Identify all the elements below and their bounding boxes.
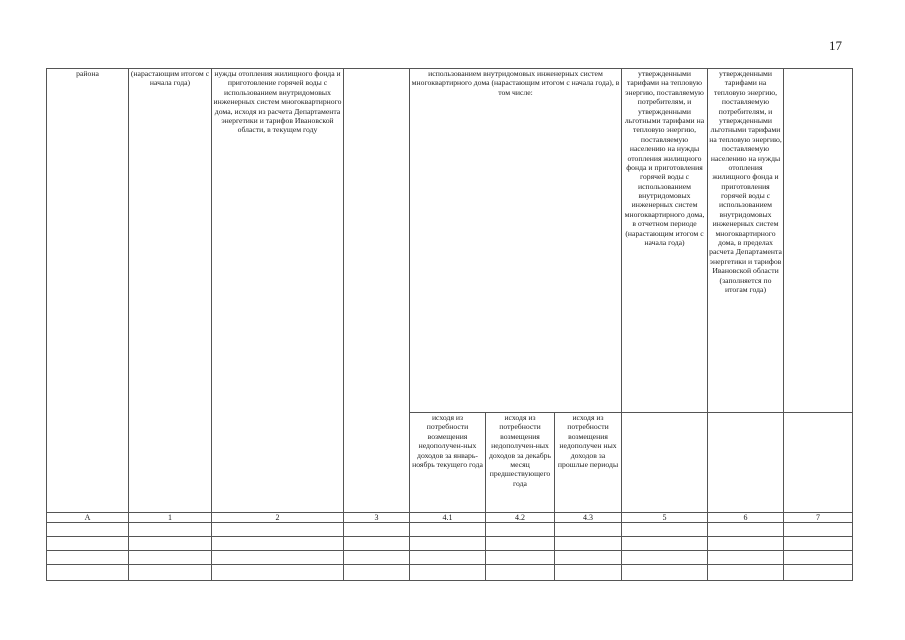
sub-header-cell-6 <box>708 413 784 513</box>
table-cell <box>622 523 708 537</box>
header-row <box>47 69 853 413</box>
table-cell <box>555 551 622 565</box>
table-cell <box>410 551 486 565</box>
table-cell <box>622 537 708 551</box>
column-number: 7 <box>784 513 853 523</box>
table-cell <box>47 523 129 537</box>
table-cell <box>344 537 410 551</box>
table-cell <box>344 523 410 537</box>
header-cell-6: утвержденными тарифами на тепловую энергию, поставляемую потребителям, и утвержденными льготными тарифами на тепловую энергию, поставляемую населению на нужды отопления жилищного фонда и приготовления горячей воды с использованием внутридомовых инженерных систем многоквартирного дома, в пределах расчета Департамента энергетики и тарифов Ивановской области (заполняется по итогам года) <box>708 69 784 413</box>
table-cell <box>486 551 555 565</box>
table-cell <box>410 565 486 581</box>
table-cell <box>212 523 344 537</box>
table-cell <box>47 565 129 581</box>
column-number: 6 <box>708 513 784 523</box>
column-number: 4.2 <box>486 513 555 523</box>
table-cell <box>784 537 853 551</box>
table-cell <box>555 523 622 537</box>
header-cell-2: нужды отопления жилищного фонда и приготовление горячей воды с использованием внутридомовых инженерных систем многоквартирного дома, исходя из расчета Департамента энергетики и тарифов Ивановской области, в текущем году <box>212 69 344 513</box>
column-number-row <box>47 513 853 523</box>
header-cell-a: района <box>47 69 129 513</box>
table-cell <box>708 537 784 551</box>
column-number: 2 <box>212 513 344 523</box>
table-cell <box>486 537 555 551</box>
page-number: 17 <box>829 38 842 53</box>
column-number: 5 <box>622 513 708 523</box>
table-cell <box>212 551 344 565</box>
table-cell <box>344 551 410 565</box>
sub-header-cell-7 <box>784 413 853 513</box>
table-cell <box>555 537 622 551</box>
table-cell <box>129 523 212 537</box>
table-cell <box>129 551 212 565</box>
table-row <box>47 537 853 551</box>
table-cell <box>344 565 410 581</box>
table-row <box>47 523 853 537</box>
table-cell <box>129 537 212 551</box>
report-table <box>46 68 853 581</box>
header-cell-4: использованием внутридомовых инженерных систем многоквартирного дома (нарастающим итогом с начала года), в том числе: <box>410 69 622 413</box>
column-number: 4.3 <box>555 513 622 523</box>
header-cell-5: утвержденными тарифами на тепловую энергию, поставляемую потребителям, и утвержденными льготными тарифами на тепловую энергию, поставляемую населению на нужды отопления жилищного фонда и приготовления горячей воды с использованием внутридомовых инженерных систем многоквартирного дома, в отчетном периоде (нарастающим итогом с начала года) <box>622 69 708 413</box>
table-cell <box>708 551 784 565</box>
column-number: 4.1 <box>410 513 486 523</box>
table-cell <box>486 523 555 537</box>
table-cell <box>784 551 853 565</box>
table-cell <box>784 523 853 537</box>
table-cell <box>708 523 784 537</box>
table-cell <box>47 537 129 551</box>
table-cell <box>212 565 344 581</box>
sub-header-cell-5 <box>622 413 708 513</box>
table-cell <box>555 565 622 581</box>
table-cell <box>47 551 129 565</box>
header-cell-1: (нарастающим итогом с начала года) <box>129 69 212 513</box>
table-cell <box>410 537 486 551</box>
table-row <box>47 565 853 581</box>
sub-header-cell-4-3: исходя из потребности возмещения недополучен ных доходов за прошлые периоды <box>555 413 622 513</box>
table-cell <box>486 565 555 581</box>
table-cell <box>784 565 853 581</box>
table-cell <box>212 537 344 551</box>
table-cell <box>410 523 486 537</box>
table-cell <box>708 565 784 581</box>
column-number: 3 <box>344 513 410 523</box>
table-row <box>47 551 853 565</box>
table-cell <box>622 565 708 581</box>
sub-header-cell-4-1: исходя из потребности возмещения недополучен-ных доходов за январь-ноябрь текущего года <box>410 413 486 513</box>
sub-header-cell-4-2: исходя из потребности возмещения недополучен-ных доходов за декабрь месяц предшествующего года <box>486 413 555 513</box>
column-number: 1 <box>129 513 212 523</box>
table-cell <box>622 551 708 565</box>
column-number: А <box>47 513 129 523</box>
table-cell <box>129 565 212 581</box>
header-cell-3 <box>344 69 410 513</box>
header-cell-7 <box>784 69 853 413</box>
